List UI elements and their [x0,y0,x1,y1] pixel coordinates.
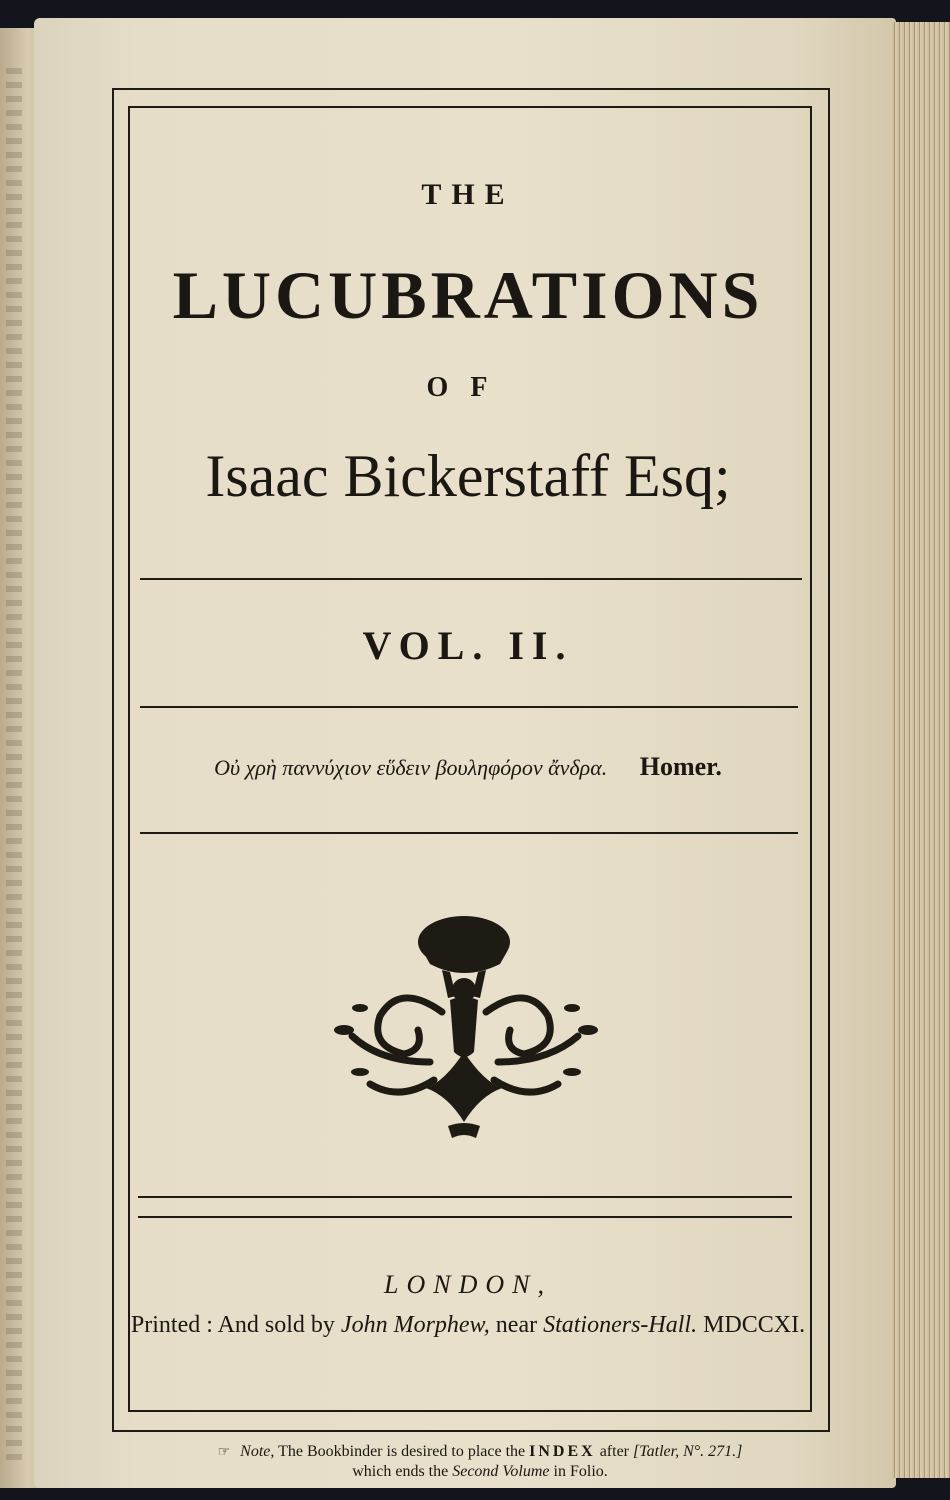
epigraph-attribution: Homer. [639,752,722,781]
note-label: Note, [240,1443,275,1460]
title-article: THE [421,178,515,211]
epigraph [128,752,808,782]
note-text: The Bookbinder is desired to place the [278,1443,526,1460]
book-title: LUCUBRATIONS [172,257,764,333]
divider-rule [140,832,798,834]
imprint-sold-by: And sold by [217,1312,335,1338]
imprint-printed: Printed : [130,1312,213,1338]
note-reference: [Tatler, N°. 271.] [633,1443,743,1460]
cherub-basket-ornament-icon [330,912,602,1142]
note-line2-end: in Folio. [553,1463,608,1480]
imprint-line [128,1312,808,1339]
note-after: after [599,1443,629,1460]
imprint-publisher: John Morphew, [340,1312,490,1338]
title-of: OF [426,372,510,403]
divider-rule [140,706,798,708]
author-name: Isaac Bickerstaff Esq; [205,443,731,509]
note-line2-start: which ends the [352,1463,449,1480]
imprint-near: near [495,1312,538,1338]
imprint-location: Stationers-Hall. [543,1312,698,1338]
binder-note [140,1442,820,1481]
epigraph-greek: Οὐ χρὴ παννύχιον εὕδειν βουληφόρον ἄνδρα. [214,755,608,780]
pointing-hand-icon: ☞ [217,1445,231,1460]
imprint-year: MDCCXI. [703,1312,806,1338]
page-edges [892,22,950,1478]
volume-number: VOL. II. [362,623,574,668]
divider-rule [138,1216,792,1218]
imprint-place: LONDON, [384,1270,552,1299]
divider-rule [138,1196,792,1198]
note-index: INDEX [529,1443,596,1460]
note-line2-italic: Second Volume [452,1463,550,1480]
divider-rule [140,578,802,580]
